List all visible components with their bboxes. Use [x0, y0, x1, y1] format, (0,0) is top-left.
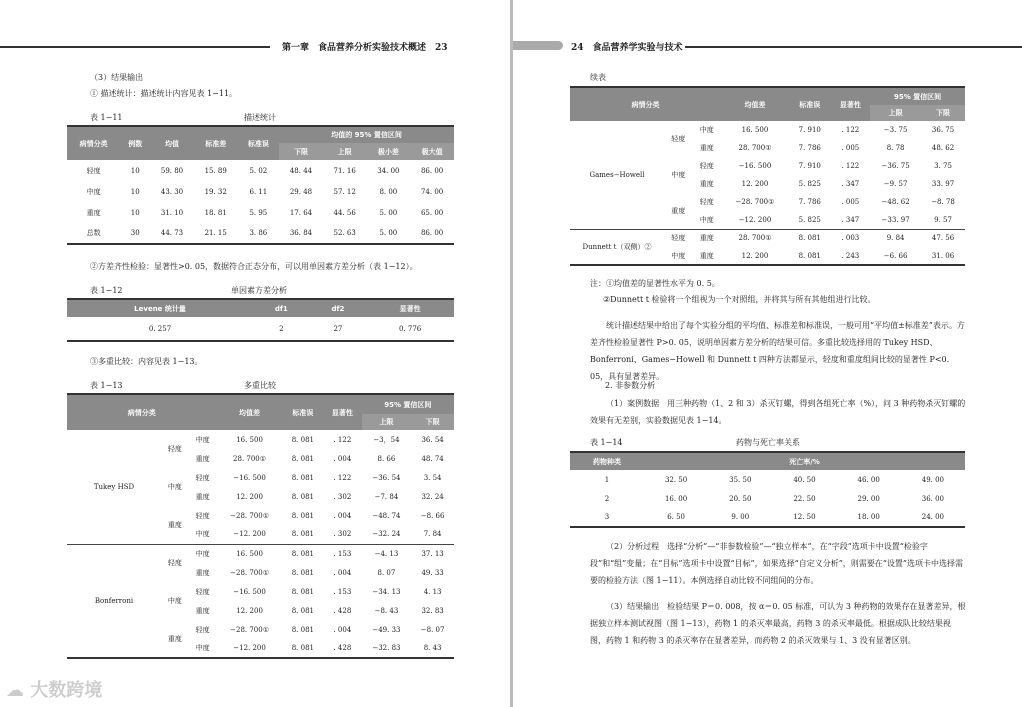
table-cell: 2	[279, 324, 284, 333]
table-cell: −33. 97	[881, 215, 910, 224]
table-cell: 8. 081	[291, 492, 314, 501]
table-cell: 36. 75	[931, 126, 955, 134]
continued-label: 续表	[590, 73, 606, 82]
table-cell: 3. 54	[423, 473, 442, 482]
table-row	[570, 508, 965, 527]
table-cell: 1	[604, 475, 610, 484]
table-cell: 10	[130, 166, 140, 175]
left-page-header: 第一章 食品营养分析实验技术概述 23	[282, 43, 448, 53]
table-cell: 重度	[167, 520, 182, 529]
table-cell: 8. 00	[379, 187, 398, 196]
table-cell: 中度	[699, 126, 714, 134]
table-cell: 重度	[195, 492, 210, 501]
col-header: 标准误	[283, 394, 324, 430]
table-cell: 轻度	[86, 166, 101, 175]
table-cell: −8. 66	[420, 511, 445, 520]
table-cell: 中度	[195, 435, 210, 444]
table-cell: −9. 57	[883, 180, 908, 188]
table-cell: 16. 500	[236, 435, 263, 444]
table-cell: 轻度	[195, 625, 210, 634]
table-cell: 8. 081	[291, 473, 314, 482]
table-cell: . 122	[841, 162, 860, 170]
table-cell: −28. 700①	[230, 568, 269, 577]
table-cell: 8. 081	[798, 251, 821, 260]
paragraph-case-data: （1）案例数据 用三种药物（1、2 和 3）杀灭钉螺，得到各组死亡率（%），问 3 种药物杀灭钉螺的效果有无差别，实验数据见表 1−14。	[590, 399, 966, 425]
table-cell: −3，54	[373, 435, 400, 444]
table-cell: 36. 00	[921, 494, 944, 503]
table-cell: 0. 257	[148, 324, 172, 333]
table-cell: 31. 06	[931, 251, 955, 260]
table-1-12-title: 单因素方差分析	[231, 286, 287, 295]
table-cell: 12. 200	[236, 606, 263, 615]
header-rule	[0, 46, 270, 48]
table-row	[67, 430, 454, 449]
table-cell: 12. 200	[741, 251, 769, 260]
col-header: 药物种类	[570, 452, 644, 470]
col-header: 极小差	[367, 143, 411, 160]
table-cell: 49. 33	[421, 568, 444, 577]
table-cell: −49. 33	[372, 625, 401, 634]
table-cell: 33. 97	[931, 180, 955, 188]
table-cell: . 347	[841, 215, 860, 224]
table-cell: 8. 081	[291, 511, 314, 520]
table-cell: 28. 700①	[721, 229, 789, 247]
table-cell: 重度	[167, 634, 182, 643]
col-header: 显著性	[831, 87, 871, 121]
table-cell: 总数	[86, 229, 101, 237]
table-cell: −12. 200	[233, 644, 266, 652]
table-cell: 9. 84	[870, 229, 921, 247]
col-header: 病情分类	[570, 87, 721, 121]
table-cell: 重度	[86, 208, 101, 217]
table-row	[67, 181, 454, 202]
table-cell: 19. 32	[204, 187, 227, 196]
table-cell: . 005	[841, 198, 860, 206]
table-cell: −12. 200	[738, 215, 772, 224]
watermark-text: 大数跨境	[30, 680, 103, 701]
table-cell: 59. 80	[160, 166, 184, 175]
table-1-14-title: 药物与死亡率关系	[736, 438, 800, 447]
col-header: 标准差	[194, 126, 238, 160]
table-cell: 32. 50	[664, 475, 688, 484]
right-page	[513, 0, 1022, 707]
table-cell: 31. 10	[160, 208, 184, 217]
table-cell: 重度	[195, 568, 210, 577]
table-cell: 0. 776	[398, 324, 422, 333]
table-cell: 30	[130, 229, 140, 237]
table-cell: 3. 86	[249, 229, 268, 237]
table-cell: 16. 00	[664, 494, 688, 503]
table-cell: 重度	[671, 206, 686, 215]
table-cell: 2	[604, 494, 610, 503]
header-bar	[513, 41, 563, 50]
table-cell: 7. 910	[798, 162, 821, 170]
watermark-logo: ☁ 大数跨境	[6, 680, 103, 701]
table-cell: 49. 00	[921, 475, 944, 484]
table-row	[570, 470, 965, 489]
homogeneity-line: ②方差齐性检验：显著性>0. 05，数据符合正态分布，可以用单因素方差分析（表 1−12）。	[90, 262, 418, 271]
table-cell: . 004	[333, 454, 352, 463]
table-cell: 8. 07	[377, 568, 396, 577]
table-cell: 10	[130, 208, 140, 217]
table-cell: . 005	[841, 144, 860, 152]
table-cell: 轻度	[195, 473, 210, 482]
table-cell: −36. 54	[372, 473, 401, 482]
table-cell: Tukey HSD	[93, 482, 135, 491]
table-1-13	[67, 393, 454, 659]
table-cell: 5. 02	[249, 166, 268, 175]
paragraph-summary: 统计描述结果中给出了每个实验分组的平均值、标准差和标准误，一般可用“平均值±标准差”表示。方差齐性检验显著性 P>0. 05，说明单因素方差分析的结果可信。多重比较选择用的 Tukey HSD、Bonferroni、Games−Howell 和 Dunnett t 四种方法都显示，轻度和重度组间比较的显著性 P<0. 05，具有显著差异。	[590, 321, 965, 381]
table-cell: 8. 66	[377, 454, 396, 463]
col-header: Levene 统计量	[67, 299, 253, 317]
table-cell: 5. 95	[249, 208, 268, 217]
col-header: 下限	[921, 105, 965, 121]
table-1-11-title: 描述统计	[244, 113, 276, 122]
table-cell: 18. 00	[857, 513, 880, 521]
table-cell: 86. 00	[420, 229, 444, 237]
table-cell: 中度	[195, 644, 210, 652]
table-cell: 34. 00	[377, 166, 400, 175]
result-heading: （3）结果输出	[90, 73, 144, 82]
table-cell: −3. 75	[883, 126, 908, 134]
table-cell: . 347	[841, 180, 860, 188]
table-cell: . 122	[333, 435, 352, 444]
table-cell: 轻度	[664, 229, 693, 247]
paragraph-result: （3）结果输出 检验结果 P＝0. 008，按 α＝0. 05 标准，可认为 3 种药物的效果存在显著差异，根据独立样本测试视图（图 1−13），药物 1 的杀灭率最高，药物 3 的杀灭率最低。根据成队比较结果视图，药物 1 和药物 3 的杀灭率存在显著差异，而药物 2 的杀灭效果与 1、3 没有显著区别。	[590, 602, 966, 645]
table-cell: 6. 50	[667, 513, 685, 521]
table-row	[67, 160, 454, 181]
table-cell: −8. 43	[374, 606, 399, 615]
table-cell: 16. 500	[217, 544, 283, 563]
table-cell: 32. 24	[421, 492, 444, 501]
col-header: 标准误	[789, 87, 831, 121]
table-cell: . 243	[841, 251, 860, 260]
col-header: 标准误	[238, 126, 280, 160]
table-cell: 32. 83	[421, 606, 444, 615]
table-cell: −7. 84	[374, 492, 399, 501]
table-cell: 轻度	[671, 135, 686, 143]
table-cell: 28. 700①	[233, 454, 267, 463]
table-cell: Bonferroni	[67, 544, 161, 658]
table-cell: 57. 12	[333, 187, 356, 196]
desc-stats-line: ① 描述统计：描述统计内容见表 1−11。	[90, 89, 238, 98]
table-cell: 65. 00	[420, 208, 444, 217]
col-header: 下限	[411, 414, 454, 430]
table-cell: 8. 78	[886, 144, 905, 152]
table-cell: 44. 56	[333, 208, 356, 217]
table-cell: 8. 081	[291, 587, 314, 596]
table-cell: −16. 500	[738, 162, 772, 170]
table-cell: −12. 200	[233, 530, 266, 539]
table-cell: 重度	[195, 606, 210, 615]
table-cell: 9. 57	[934, 215, 952, 224]
table-cell: −28. 700①	[735, 198, 775, 206]
table-cell: 3. 75	[934, 162, 952, 170]
table-cell: 43. 30	[160, 187, 184, 196]
table-1-13-title: 多重比较	[244, 381, 276, 390]
col-header: 例数	[120, 126, 150, 160]
table-1-14	[570, 451, 965, 528]
table-cell: 5. 00	[379, 229, 398, 237]
table-cell: 5. 825	[798, 180, 821, 188]
table-cell: −4. 13	[362, 544, 412, 563]
table-cell: −36. 75	[881, 162, 910, 170]
table-cell: 5. 825	[798, 215, 821, 224]
col-header: 显著性	[366, 299, 454, 317]
table-cell: 21. 15	[204, 229, 227, 237]
table-cell: −48. 74	[372, 511, 401, 520]
table-cell: 29. 00	[857, 494, 880, 503]
table-cell: . 153	[323, 544, 362, 563]
section-nonparametric: 2. 非参数分析	[605, 381, 656, 390]
table-cell: 8. 081	[291, 530, 314, 539]
table-cell: 中度	[671, 171, 686, 179]
table-cell: 3	[604, 513, 610, 521]
table-cell: 轻度	[195, 587, 210, 596]
left-page	[0, 0, 510, 707]
table-cell: 46. 00	[857, 475, 880, 484]
table-cell: . 122	[841, 126, 860, 134]
table-cell: 8. 081	[291, 606, 314, 615]
table-cell: −8. 07	[420, 625, 445, 634]
table-cell: . 428	[333, 644, 352, 652]
table-cell: Dunnett t（双侧）②	[570, 229, 664, 265]
table-cell: 重度	[693, 229, 722, 247]
col-header: 上限	[362, 414, 412, 430]
table-cell: 44. 73	[160, 229, 184, 237]
note-1: 注：①均值差的显著性水平为 0. 5。	[590, 279, 720, 288]
table-1-12	[67, 298, 454, 342]
table-cell: 40. 50	[793, 475, 816, 484]
right-page-header: 24 食品营养学实验与技术	[571, 43, 683, 53]
table-cell: 16. 500	[741, 126, 769, 134]
table-row	[570, 121, 965, 139]
table-cell: 8. 081	[291, 435, 314, 444]
table-cell: 中度	[195, 530, 210, 539]
table-cell: −28. 700①	[230, 625, 269, 634]
col-header: 病情分类	[67, 394, 217, 430]
table-cell: 中度	[699, 215, 714, 224]
table-cell: 中度	[167, 597, 182, 605]
table-cell: 8. 081	[291, 625, 314, 634]
table-cell: 8. 43	[423, 644, 442, 652]
table-cell: 重度	[195, 454, 210, 463]
table-cell: 18. 81	[204, 208, 227, 217]
table-row	[67, 223, 454, 244]
col-header: 均值的 95% 置信区间	[279, 126, 454, 143]
col-header: 下限	[279, 143, 323, 160]
col-header: df2	[310, 299, 367, 317]
table-cell: 36. 54	[421, 435, 444, 444]
table-cell: 4. 13	[423, 587, 442, 596]
table-cell: 86. 00	[420, 166, 444, 175]
table-cell: 48. 44	[289, 166, 313, 175]
table-row	[570, 489, 965, 508]
col-header: 上限	[870, 105, 921, 121]
table-cell: 17. 64	[289, 208, 313, 217]
table-1-13-continued	[570, 86, 965, 266]
table-cell: . 003	[831, 229, 871, 247]
table-cell: 中度	[167, 483, 182, 491]
table-cell: −8. 78	[931, 198, 955, 206]
table-cell: 8. 081	[291, 568, 314, 577]
table-cell: 15. 89	[204, 166, 227, 175]
table-cell: 36. 84	[289, 229, 313, 237]
table-cell: 35. 50	[729, 475, 752, 484]
table-cell: 24. 00	[921, 513, 944, 521]
table-row	[570, 229, 965, 247]
table-cell: 22. 50	[793, 494, 816, 503]
table-cell: 6. 11	[249, 187, 268, 196]
table-cell: 29. 48	[289, 187, 313, 196]
table-cell: . 004	[333, 568, 352, 577]
table-cell: −32. 83	[372, 644, 401, 652]
table-cell: . 428	[333, 606, 352, 615]
table-cell: 52. 63	[333, 229, 356, 237]
paragraph-analysis: （2）分析过程 选择“分析”—“非参数检验”—“独立样本”，在“字段”选项卡中设置“检验字段”和“组”变量；在“目标”选项卡中设置“目标”，如果选择“自定义分析”，则需要在“设置”选项卡中选择需要的检验方法（图 1−11）。本例选择自动比较不同组间的分布。	[590, 542, 963, 585]
table-cell: 48. 62	[931, 144, 955, 152]
table-cell: . 004	[333, 511, 352, 520]
table-cell: 47. 56	[921, 229, 965, 247]
table-cell: −48. 62	[881, 198, 910, 206]
table-cell: 中度	[671, 251, 686, 260]
table-cell: . 004	[333, 625, 352, 634]
table-cell: 轻度	[699, 198, 714, 206]
table-cell: 12. 50	[793, 513, 816, 521]
col-header: 极大值	[410, 143, 454, 160]
table-cell: 重度	[699, 251, 714, 260]
table-cell: −6. 66	[883, 251, 908, 260]
table-cell: 5. 00	[379, 208, 398, 217]
col-header: 病情分类	[67, 126, 120, 160]
table-cell: 轻度	[161, 544, 189, 582]
col-header: 95% 置信区间	[362, 394, 454, 414]
table-1-12-label: 表 1−12	[90, 286, 123, 295]
col-header: 95% 置信区间	[870, 87, 965, 105]
multi-compare-line: ③多重比较：内容见表 1−13。	[90, 357, 203, 366]
col-header: 死亡率/%	[644, 452, 965, 470]
table-cell: 8. 081	[283, 544, 324, 563]
table-cell: 中度	[86, 187, 101, 196]
table-cell: 8. 081	[291, 644, 314, 652]
table-cell: . 153	[333, 587, 352, 596]
col-header: 显著性	[323, 394, 362, 430]
table-cell: −16. 500	[233, 587, 266, 596]
table-cell: 28. 700①	[738, 144, 772, 152]
table-cell: 12. 200	[741, 180, 769, 188]
table-cell: Games−Howell	[589, 170, 645, 179]
table-cell: 轻度	[195, 511, 210, 520]
table-row	[67, 544, 454, 563]
table-cell: 48. 74	[421, 454, 444, 463]
table-cell: 7. 786	[798, 144, 821, 152]
table-cell: 7. 910	[798, 126, 821, 134]
table-cell: 7. 786	[798, 198, 821, 206]
table-cell: 9. 00	[731, 513, 750, 521]
table-1-11-label: 表 1−11	[90, 113, 123, 122]
table-cell: 7. 84	[423, 530, 442, 539]
table-cell: 71. 16	[333, 166, 356, 175]
table-cell: −28. 700①	[230, 511, 269, 520]
table-cell: 10	[130, 187, 140, 196]
col-header: df1	[253, 299, 310, 317]
table-cell: . 302	[333, 530, 352, 539]
table-row	[67, 202, 454, 223]
table-cell: 轻度	[699, 162, 714, 170]
col-header: 上限	[323, 143, 367, 160]
table-1-11	[67, 125, 454, 245]
table-cell: 8. 081	[291, 454, 314, 463]
table-1-13-label: 表 1−13	[90, 381, 123, 390]
table-cell: 中度	[189, 544, 217, 563]
table-cell: 重度	[699, 144, 714, 152]
note-2: ②Dunnett t 检验将一个组视为一个对照组，并将其与所有其他组进行比较。	[603, 295, 876, 304]
table-cell: −16. 500	[233, 473, 266, 482]
table-cell: −34. 13	[372, 587, 401, 596]
table-cell: 12. 200	[236, 492, 263, 501]
col-header: 均值	[150, 126, 194, 160]
table-cell: . 122	[333, 473, 352, 482]
table-cell: 重度	[699, 180, 714, 188]
header-rule	[685, 46, 1022, 48]
table-cell: 8. 081	[789, 229, 831, 247]
col-header: 均值差	[721, 87, 789, 121]
table-cell: 20. 50	[729, 494, 752, 503]
table-cell: −32. 24	[372, 530, 401, 539]
table-cell: 37. 13	[411, 544, 454, 563]
table-cell: 轻度	[167, 445, 182, 453]
table-cell: . 302	[333, 492, 352, 501]
col-header: 均值差	[217, 394, 283, 430]
table-cell: 27	[333, 324, 343, 333]
table-cell: 74. 00	[420, 187, 444, 196]
table-1-14-label: 表 1−14	[590, 438, 623, 447]
